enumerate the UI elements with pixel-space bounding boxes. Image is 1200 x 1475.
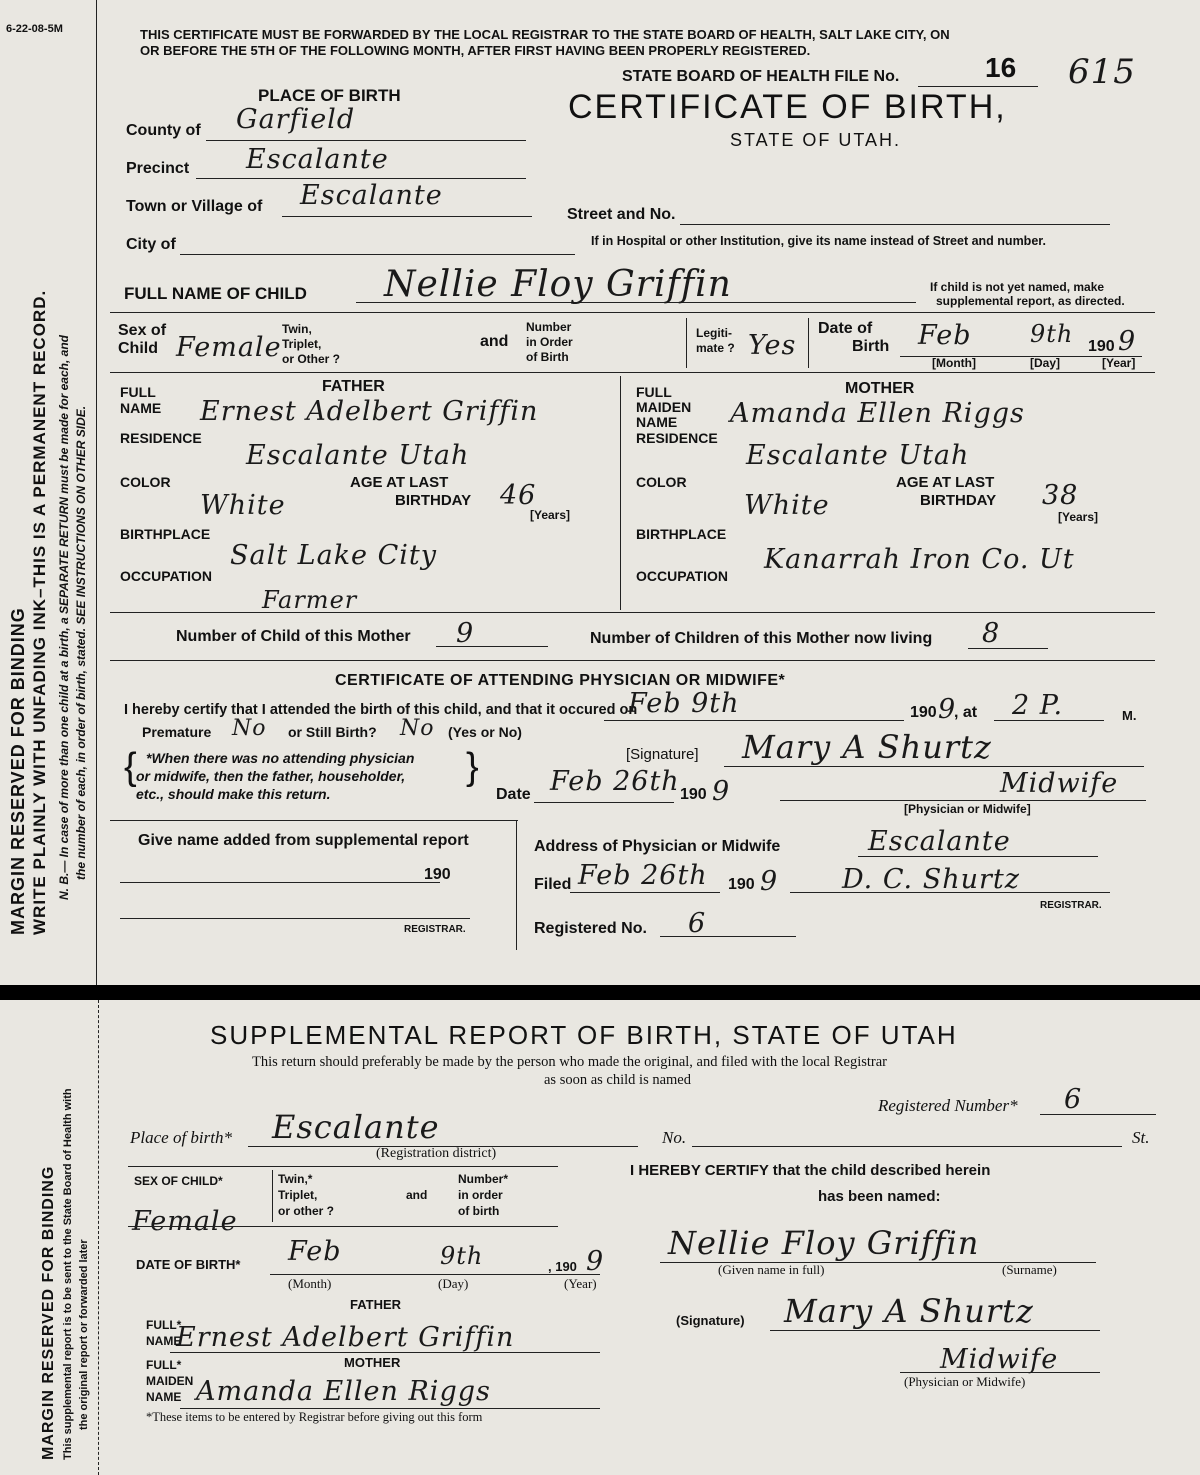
file-number: 16 — [985, 52, 1017, 83]
place-of-birth-heading: PLACE OF BIRTH — [258, 86, 401, 105]
children-living-value: 8 — [982, 618, 1001, 649]
mother-heading: MOTHER — [845, 380, 915, 397]
town-value: Escalante — [300, 180, 443, 211]
file-number-handwritten: 615 — [1068, 52, 1136, 92]
father-heading: FATHER — [322, 378, 385, 395]
sex-value: Female — [176, 332, 282, 363]
county-value: Garfield — [236, 104, 356, 135]
physician-heading: CERTIFICATE OF ATTENDING PHYSICIAN OR MIDWIFE* — [335, 672, 786, 689]
supp-dob-day: 9th — [440, 1242, 484, 1270]
supp-margin-note-2: the original report or forwarded later — [78, 1239, 90, 1430]
city-label: City of — [126, 236, 176, 253]
dob-day: 9th — [1030, 320, 1074, 348]
margin-reserved-text: MARGIN RESERVED FOR BINDING — [8, 607, 28, 935]
notice-line-1: THIS CERTIFICATE MUST BE FORWARDED BY THE LOCAL REGISTRAR TO THE STATE BOARD OF HEALTH, SALT LAKE CITY, ON — [140, 27, 950, 42]
sign-date: Feb 26th — [550, 766, 680, 797]
premature-value: No — [232, 716, 267, 741]
supp-father-name: Ernest Adelbert Griffin — [176, 1322, 515, 1353]
physician-signature: Mary A Shurtz — [742, 728, 992, 766]
mother-residence: Escalante Utah — [746, 440, 970, 471]
supp-certify-line-2: has been named: — [818, 1188, 941, 1205]
supp-title: SUPPLEMENTAL REPORT OF BIRTH, STATE OF UTAH — [210, 1020, 958, 1050]
sex-label: Sex of — [118, 322, 167, 339]
physician-address: Escalante — [868, 826, 1011, 857]
supp-registered-number: 6 — [1064, 1084, 1083, 1115]
supp-child-name: Nellie Floy Griffin — [668, 1224, 980, 1262]
supp-instruction-2: as soon as child is named — [544, 1072, 691, 1088]
father-name: Ernest Adelbert Griffin — [200, 396, 539, 427]
sign-role: Midwife — [1000, 768, 1119, 799]
mother-color: White — [744, 490, 830, 521]
supp-margin-note-1: This supplemental report is to be sent to the State Board of Health with — [62, 1088, 74, 1460]
supp-footnote: *These items to be entered by Registrar before giving out this form — [146, 1410, 483, 1424]
give-name-label: Give name added from supplemental report — [138, 832, 469, 849]
father-residence: Escalante Utah — [246, 440, 470, 471]
certify-date: Feb 9th — [628, 688, 740, 719]
mother-name: Amanda Ellen Riggs — [730, 398, 1025, 429]
certificate-of-birth: 6-22-08-5M MARGIN RESERVED FOR BINDING WRITE PLAINLY WITH UNFADING INK–THIS IS A PERMANENT RECORD. N. B.— In case of more than one child at a birth, a SEPARATE RETURN must be made for each, and the number of each, in order of birth, stated. SEE INSTRUCTIONS ON OTHER SIDE. THIS CERTIFICATE MUST BE FORWARDED BY THE LOCAL REGISTRAR TO THE STATE BOARD OF HEALTH, SALT LAKE CITY, ON OR BEFORE THE 5TH OF THE FOLLOWING MONTH, AFTER FIRST HAVING BEEN PROPERLY REGISTERED. STATE BOARD OF HEALTH FILE No. 16 615 CERTIFICATE OF BIRTH, STATE OF UTAH. PLACE OF BIRTH County of Garfield Precinct Escalante Town or Village of Escalante Street and No. City of If in Hospital or other Institution, give its name instead of Street and number. FULL NAME OF CHILD Nellie Floy Griffin If child is not yet named, make supplemental report, as directed. Sex of Child Female Twin, Triplet, or Other ? and Number in Order of Birth Legiti- mate ? Yes Date of Birth Feb 9th 190 9 [Month] [Day] [Year] FATHER MOTHER FULL NAME Ernest Adelbert Griffin FULL MAIDEN NAME Amanda Ellen Riggs RESIDENCE Escalante Utah RESIDENCE Escalante Utah COLOR AGE AT LAST BIRTHDAY White 46 [Years] COLOR AGE AT LAST BIRTHDAY White 38 [Years] BIRTHPLACE Salt Lake City BIRTHPLACE Kanarrah Iron Co. Ut OCCUPATION Farmer OCCUPATION Number of Child of this Mother 9 Number of Children of this Mother now living 8 CERTIFICATE OF ATTENDING PHYSICIAN OR MIDWIFE* I hereby certify that I attended the birth of this child, and that it occured on Feb 9th 190 9 , at 2 P. M. Premature No or Still Birth? No (Yes or No) { *When there was no attending physician or midwife, then the father, householder, etc., should make this return. } [Signature] Mary A Shurtz Date Feb 26th 190 9 Midwife [Physician or Midwife] Give name added from supplemental report 190 REGISTRAR. Address of Physician or Midwife Escalante Filed Feb 26th 190 9 D. C. Shurtz REGISTRAR. Registered No. 6 — [0, 0, 1200, 985]
dob-year: 9 — [1118, 326, 1137, 357]
father-occupation: Farmer — [262, 586, 358, 614]
stillbirth-value: No — [400, 716, 435, 741]
supp-dob-month: Feb — [288, 1236, 342, 1267]
child-of-mother-label: Number of Child of this Mother — [176, 628, 411, 645]
supp-instruction-1: This return should preferably be made by the person who made the original, and filed with the local Registrar — [252, 1054, 887, 1070]
mother-age: 38 — [1042, 480, 1079, 511]
precinct-label: Precinct — [126, 160, 190, 177]
not-named-note-1: If child is not yet named, make — [930, 280, 1105, 294]
filed-registrar-signature: D. C. Shurtz — [842, 864, 1020, 895]
not-named-note-2: supplemental report, as directed. — [936, 294, 1125, 308]
supp-mother-name: Amanda Ellen Riggs — [196, 1376, 491, 1407]
certificate-title: CERTIFICATE OF BIRTH, — [568, 88, 1007, 126]
county-label: County of — [126, 122, 201, 139]
children-living-label: Number of Children of this Mother now living — [590, 630, 933, 647]
margin-note-1: N. B.— In case of more than one child at a birth, a SEPARATE RETURN must be made for each, and — [57, 335, 71, 900]
corner-code: 6-22-08-5M — [6, 23, 63, 35]
precinct-value: Escalante — [246, 144, 389, 175]
mother-birthplace: Kanarrah Iron Co. Ut — [764, 544, 1075, 575]
child-of-mother-value: 9 — [456, 618, 475, 649]
father-age: 46 — [500, 480, 537, 511]
margin-line — [96, 0, 97, 985]
supp-dob-year: 9 — [586, 1246, 605, 1277]
registered-number: 6 — [688, 908, 707, 939]
hospital-note: If in Hospital or other Institution, give its name instead of Street and number. — [591, 234, 1046, 248]
margin-instruction-text: WRITE PLAINLY WITH UNFADING INK–THIS IS A PERMANENT RECORD. — [30, 289, 49, 935]
certify-year: 9 — [938, 694, 957, 725]
child-name-value: Nellie Floy Griffin — [384, 264, 732, 305]
supp-role: Midwife — [940, 1344, 1059, 1375]
certificate-subtitle: STATE OF UTAH. — [730, 130, 901, 150]
supp-certify-line-1: I HEREBY CERTIFY that the child described herein — [630, 1162, 991, 1179]
file-label: STATE BOARD OF HEALTH FILE No. — [622, 68, 900, 85]
dob-month: Feb — [918, 320, 972, 351]
child-name-label: FULL NAME OF CHILD — [124, 284, 307, 303]
supp-margin-reserved: MARGIN RESERVED FOR BINDING — [40, 1165, 57, 1460]
town-label: Town or Village of — [126, 198, 263, 215]
filed-year: 9 — [760, 866, 779, 897]
father-birthplace: Salt Lake City — [230, 540, 438, 571]
filed-date: Feb 26th — [578, 860, 708, 891]
legitimate-value: Yes — [748, 330, 797, 361]
supplemental-report: MARGIN RESERVED FOR BINDING This supplemental report is to be sent to the State Board of Health with the original report or forwarded later SUPPLEMENTAL REPORT OF BIRTH, STATE OF UTAH This return should preferably be made by the person who made the original, and filed with the local Registrar as soon as child is named Registered Number* 6 Place of birth* Escalante (Registration district) No. St. SEX OF CHILD* Female Twin,* Triplet, or other ? and Number* in order of birth DATE OF BIRTH* Feb 9th , 190 9 (Month) (Day) (Year) FATHER FULL* NAME Ernest Adelbert Griffin MOTHER FULL* MAIDEN NAME Amanda Ellen Riggs *These items to be entered by Registrar before giving out this form I HEREBY CERTIFY that the child described herein has been named: Nellie Floy Griffin (Given name in full) (Surname) (Signature) Mary A Shurtz Midwife (Physician or Midwife) — [0, 1000, 1200, 1475]
certify-time: 2 P. — [1012, 690, 1064, 721]
supp-sex: Female — [132, 1206, 238, 1237]
margin-note-2: the number of each, in order of birth, stated. SEE INSTRUCTIONS ON OTHER SIDE. — [74, 405, 88, 880]
street-label: Street and No. — [567, 206, 676, 223]
supp-place-of-birth: Escalante — [272, 1108, 440, 1146]
sign-year: 9 — [712, 776, 731, 807]
supp-signature: Mary A Shurtz — [784, 1292, 1034, 1330]
father-color: White — [200, 490, 286, 521]
notice-line-2: OR BEFORE THE 5TH OF THE FOLLOWING MONTH, AFTER FIRST HAVING BEEN PROPERLY REGISTERED. — [140, 43, 811, 58]
